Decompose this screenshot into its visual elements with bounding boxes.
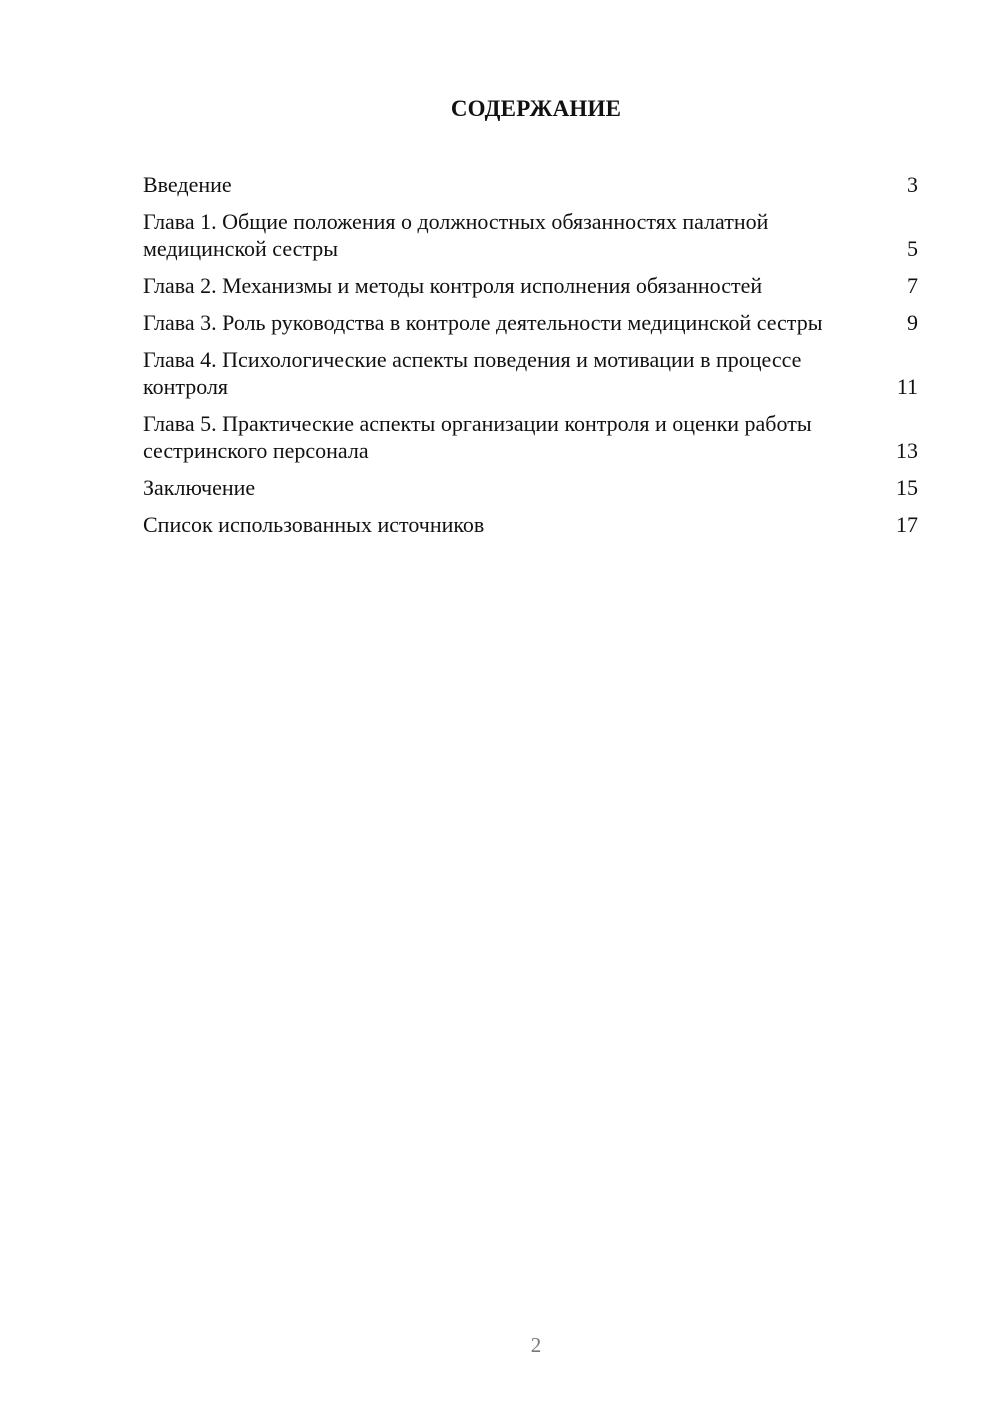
toc-entry-text: Заключение	[143, 475, 256, 500]
toc-entry-chapter-2	[143, 272, 918, 299]
toc-title: СОДЕРЖАНИЕ	[450, 96, 622, 121]
toc-entry-chapter-1	[143, 208, 918, 262]
toc-entry-text: Глава 2. Механизмы и методы контроля исполнения обязанностей	[143, 273, 763, 298]
toc-entry-page: 15	[896, 475, 918, 500]
table-of-contents	[143, 171, 918, 548]
toc-entry-text: Глава 3. Роль руководства в контроле деятельности медицинской сестры	[143, 310, 823, 335]
toc-entry-text: Глава 1. Общие положения о должностных обязанностях палатной медицинской сестры	[143, 209, 769, 261]
toc-entry-conclusion	[143, 474, 918, 501]
toc-entry-page: 17	[896, 512, 918, 537]
toc-entry-page: 7	[907, 273, 918, 298]
toc-entry-text: Введение	[143, 172, 232, 197]
toc-entry-page: 9	[907, 310, 918, 335]
toc-entry-text: Глава 4. Психологические аспекты поведения и мотивации в процессе контроля	[143, 347, 802, 399]
toc-entry-text: Список использованных источников	[143, 512, 485, 537]
toc-entry-page: 3	[907, 172, 918, 197]
toc-entry-page: 13	[896, 438, 918, 463]
toc-entry-chapter-5	[143, 410, 918, 464]
toc-entry-chapter-3	[143, 309, 918, 336]
toc-entry-page: 11	[896, 374, 918, 399]
toc-entry-references	[143, 511, 918, 538]
toc-entry-text: Глава 5. Практические аспекты организации контроля и оценки работы сестринского персонала	[143, 411, 812, 463]
page-number: 2	[530, 1333, 542, 1357]
toc-entry-chapter-4	[143, 346, 918, 400]
toc-entry-page: 5	[907, 236, 918, 261]
toc-entry-introduction	[143, 171, 918, 198]
